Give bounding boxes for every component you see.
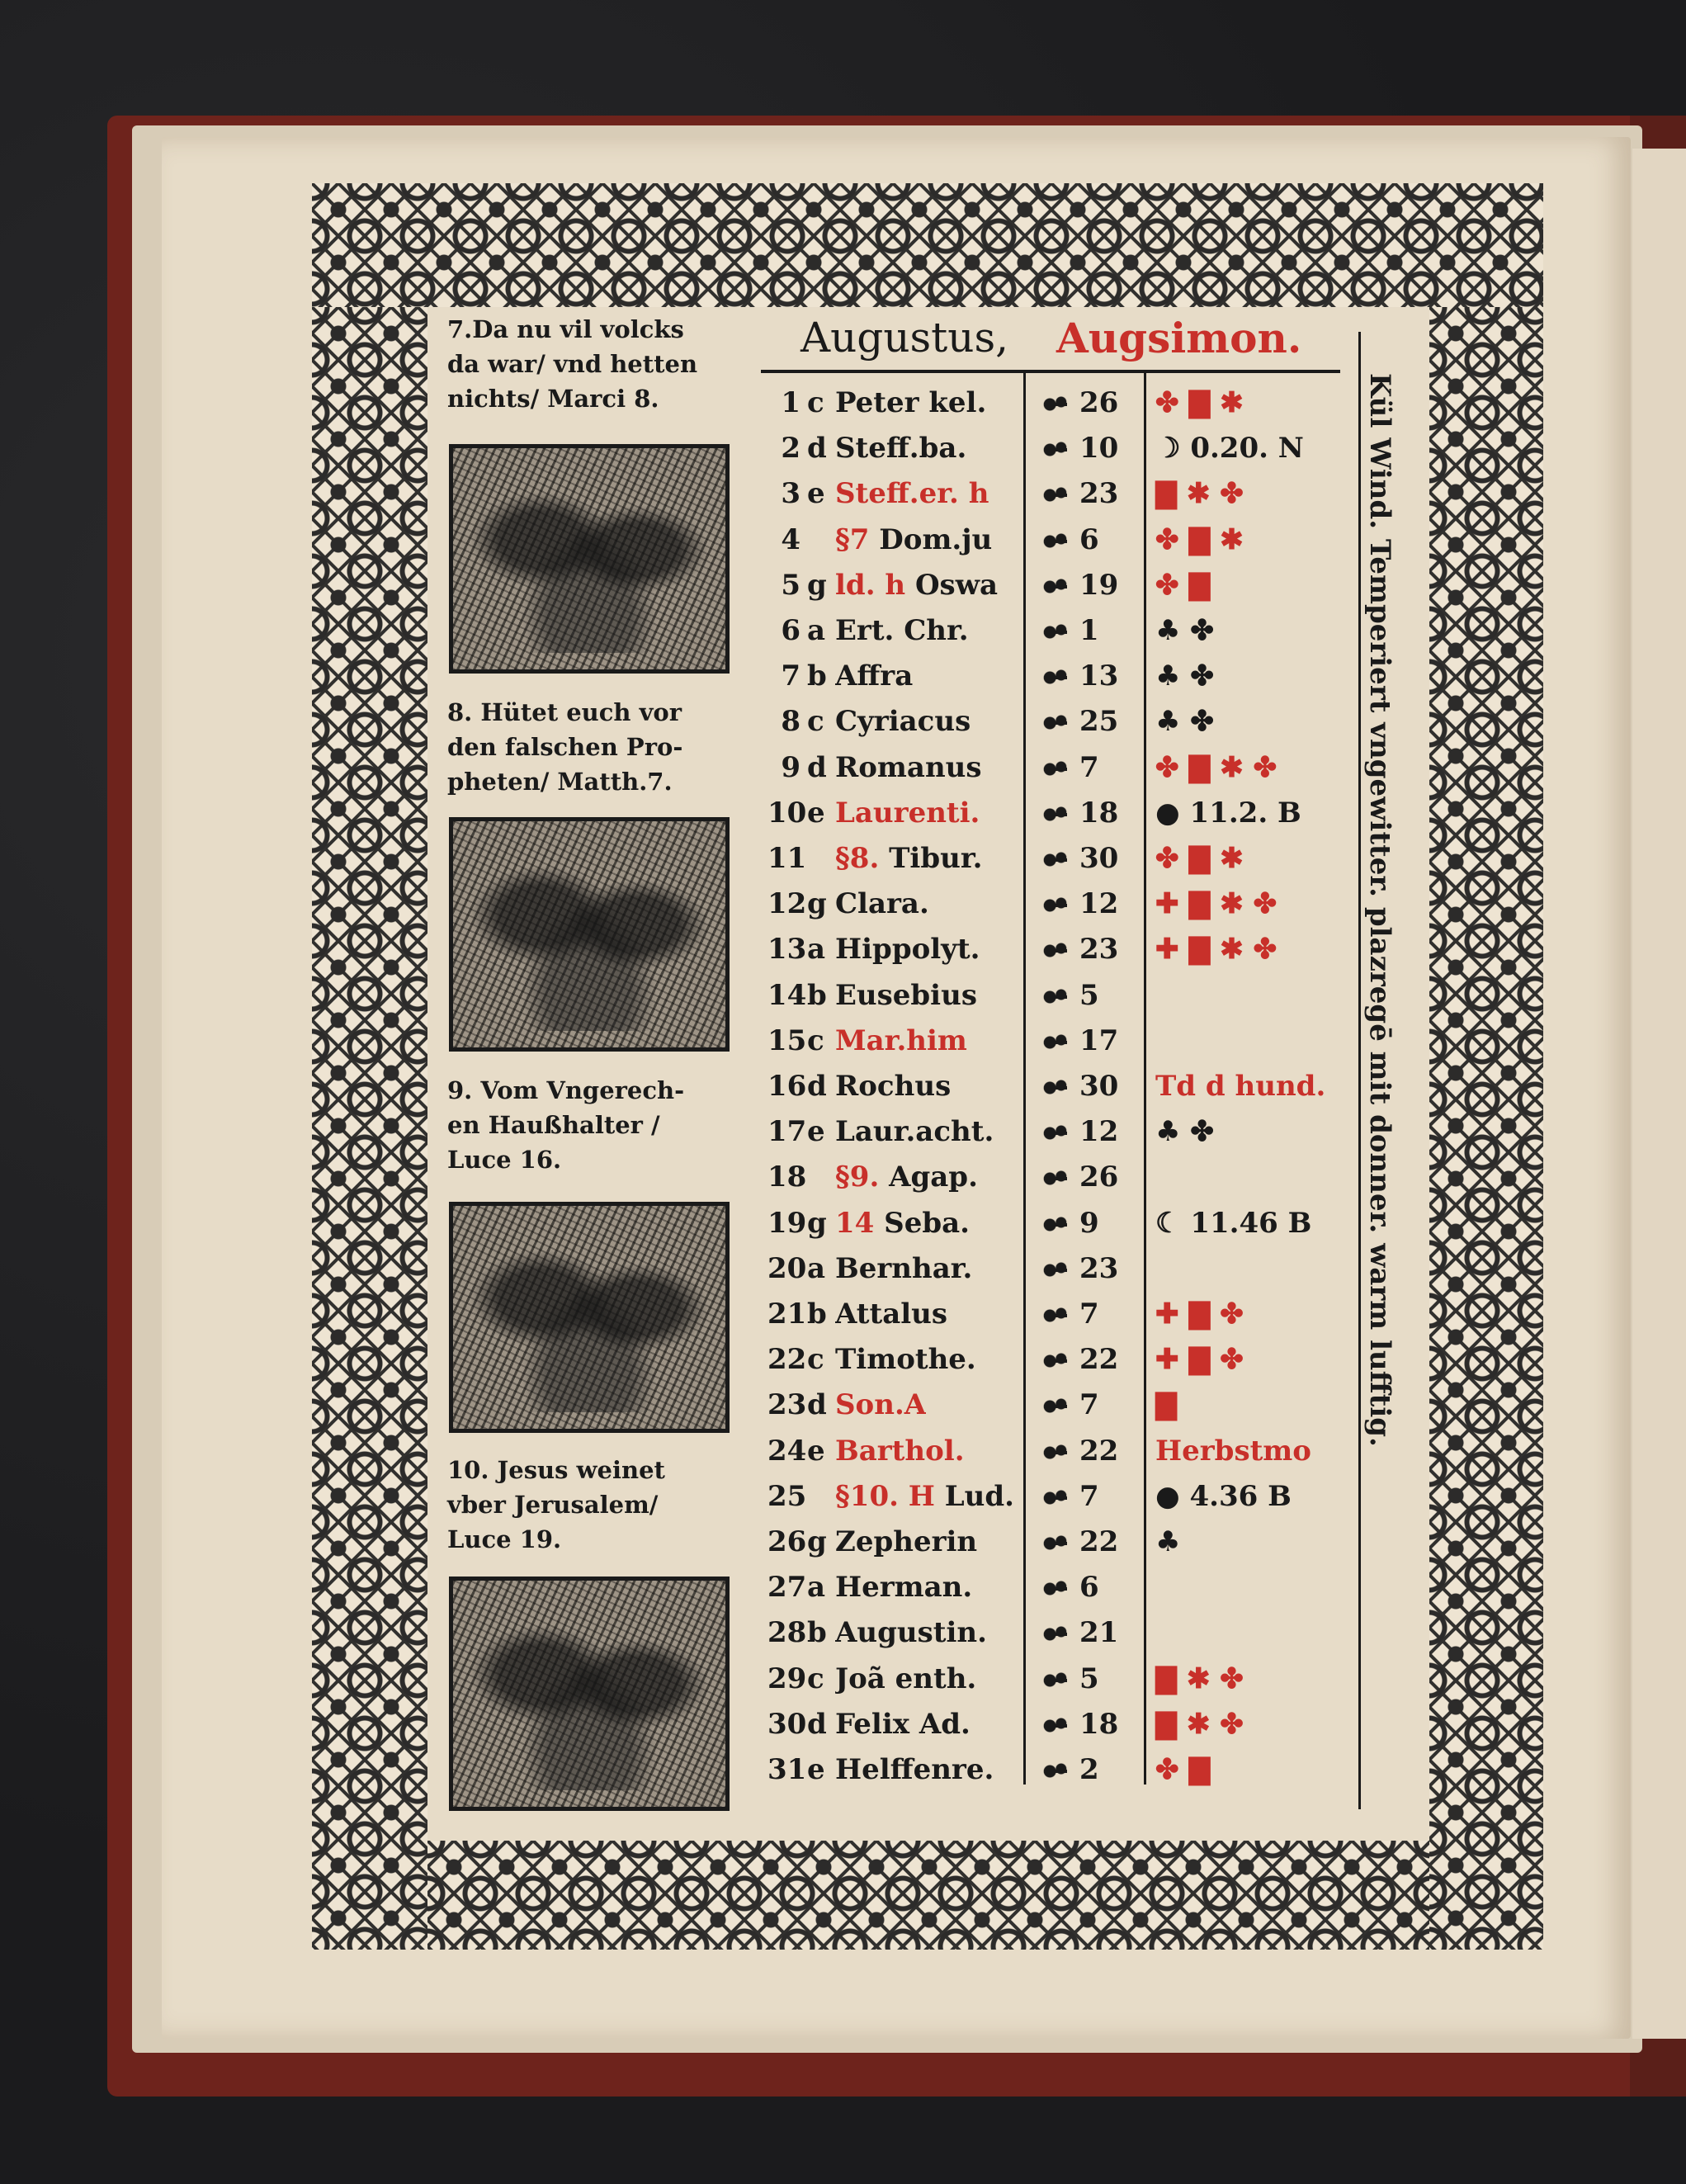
saint-text: Joã enth. xyxy=(835,1662,977,1695)
dominical-letter: c xyxy=(807,1023,824,1057)
saint-name xyxy=(835,386,986,419)
zodiac-sign-icon xyxy=(1041,523,1074,556)
aspect-symbols: ♣ ✤ xyxy=(1155,659,1214,693)
aspect-symbols: ☽ 0.20. N xyxy=(1155,432,1304,466)
dominical-letter: d xyxy=(807,750,827,784)
saint-name xyxy=(835,751,982,784)
aspect-symbols: ♣ ✤ xyxy=(1155,705,1214,739)
day-number: 4 xyxy=(781,522,800,556)
zodiac-sign-icon xyxy=(1041,842,1074,875)
calendar-row xyxy=(427,1383,1429,1429)
day-number: 23 xyxy=(767,1388,807,1422)
feast-rubric: §10. H xyxy=(835,1479,935,1513)
calendar-row xyxy=(427,427,1429,472)
gospel-line: Luce 19. xyxy=(447,1525,562,1553)
aspect-symbols: ☾ 11.46 B xyxy=(1155,1206,1312,1240)
saint-text: Zepherin xyxy=(835,1525,978,1558)
saint-text: Tibur. xyxy=(889,842,983,875)
calendar-row xyxy=(427,518,1429,564)
dominical-letter: d xyxy=(807,1388,827,1422)
aspect-symbols: Td d hund. xyxy=(1155,1070,1326,1103)
gospel-line: en Haußhalter / xyxy=(447,1111,660,1139)
facing-page-edge xyxy=(1632,149,1686,2039)
zodiac-sign-icon xyxy=(1041,1388,1074,1421)
saint-name xyxy=(835,887,929,920)
zodiac-glyph-icon xyxy=(1041,437,1070,462)
zodiac-glyph-icon xyxy=(1041,620,1070,645)
zodiac-sign-icon xyxy=(1041,1435,1074,1468)
zodiac-glyph-icon xyxy=(1041,938,1070,963)
day-number: 15 xyxy=(767,1023,807,1057)
aspect-symbols: ✤ ▇ ✱ ✤ xyxy=(1155,750,1277,784)
saint-name xyxy=(835,1298,947,1331)
zodiac-sign-icon xyxy=(1041,1708,1074,1741)
zodiac-sign-icon xyxy=(1041,477,1074,510)
day-number: 28 xyxy=(767,1616,807,1650)
zodiac-degree: 30 xyxy=(1079,1070,1119,1103)
calendar-row xyxy=(427,1247,1429,1293)
zodiac-sign-icon xyxy=(1041,1616,1074,1649)
weather-column xyxy=(1363,373,1421,1768)
saint-text: Herman. xyxy=(835,1571,973,1605)
zodiac-glyph-icon xyxy=(1041,1668,1070,1693)
zodiac-sign-icon xyxy=(1041,1753,1074,1786)
gospel-line: nichts/ Marci 8. xyxy=(447,385,659,413)
saint-text: Cyriacus xyxy=(835,705,971,739)
aspect-symbols: ▇ xyxy=(1155,1388,1178,1422)
zodiac-degree: 12 xyxy=(1079,1115,1119,1149)
saint-text: Hippolyt. xyxy=(835,933,980,967)
zodiac-glyph-icon xyxy=(1041,1258,1070,1283)
dominical-letter: c xyxy=(807,1343,824,1377)
zodiac-degree: 7 xyxy=(1079,1479,1099,1513)
feast-rubric: §9. xyxy=(835,1161,880,1194)
saint-name xyxy=(835,523,992,556)
zodiac-sign-icon xyxy=(1041,887,1074,920)
calendar-row xyxy=(427,1156,1429,1201)
calendar-row xyxy=(427,1019,1429,1065)
dominical-letter: a xyxy=(807,1571,826,1605)
day-number: 11 xyxy=(767,842,807,875)
gospel-line: 9. Vom Vngerech- xyxy=(447,1076,685,1104)
saint-text: Seba. xyxy=(884,1206,970,1240)
dominical-letter: e xyxy=(807,1115,825,1149)
zodiac-degree: 17 xyxy=(1079,1023,1119,1057)
aspect-symbols: ● 11.2. B xyxy=(1155,796,1301,830)
calendar-row xyxy=(427,746,1429,792)
ornament-border-right xyxy=(1429,307,1543,1950)
header-rule xyxy=(761,370,1340,373)
saint-name xyxy=(835,1115,994,1148)
zodiac-sign-icon xyxy=(1041,1525,1074,1558)
calendar-row xyxy=(427,882,1429,928)
day-number: 30 xyxy=(767,1707,807,1741)
day-number: 31 xyxy=(767,1753,807,1786)
dominical-letter: c xyxy=(807,386,824,419)
zodiac-degree: 22 xyxy=(1079,1434,1119,1468)
gospel-line: 7.Da nu vil volcks xyxy=(447,315,684,343)
saint-name xyxy=(835,659,913,693)
zodiac-sign-icon xyxy=(1041,751,1074,784)
day-number: 13 xyxy=(767,933,807,967)
calendar-row xyxy=(427,609,1429,655)
zodiac-sign-icon xyxy=(1041,1115,1074,1148)
zodiac-sign-icon xyxy=(1041,979,1074,1012)
day-number: 1 xyxy=(781,386,800,419)
zodiac-degree: 1 xyxy=(1079,614,1099,647)
zodiac-sign-icon xyxy=(1041,1207,1074,1240)
zodiac-degree: 6 xyxy=(1079,522,1099,556)
zodiac-glyph-icon xyxy=(1041,1166,1070,1191)
day-number: 6 xyxy=(781,614,800,647)
calendar-row xyxy=(427,1611,1429,1657)
saint-text: Augustin. xyxy=(835,1616,987,1650)
saint-text: Eusebius xyxy=(835,978,977,1012)
aspect-symbols: ♣ xyxy=(1155,1525,1181,1558)
aspect-symbols: ▇ ✱ ✤ xyxy=(1155,1662,1244,1695)
zodiac-sign-icon xyxy=(1041,614,1074,647)
calendar-row xyxy=(427,1566,1429,1611)
saint-name xyxy=(835,1480,1014,1513)
feast-rubric: Laurenti. xyxy=(835,796,980,830)
zodiac-glyph-icon xyxy=(1041,392,1070,417)
day-number: 3 xyxy=(781,477,800,511)
zodiac-glyph-icon xyxy=(1041,1394,1070,1419)
zodiac-sign-icon xyxy=(1041,1024,1074,1057)
calendar-content xyxy=(427,307,1429,1841)
zodiac-degree: 26 xyxy=(1079,1161,1119,1194)
zodiac-degree: 6 xyxy=(1079,1571,1099,1605)
zodiac-glyph-icon xyxy=(1041,574,1070,599)
saint-name xyxy=(835,1388,926,1421)
dominical-letter: b xyxy=(807,659,827,693)
day-number: 19 xyxy=(767,1206,807,1240)
saint-text: Helffenre. xyxy=(835,1753,994,1786)
zodiac-degree: 25 xyxy=(1079,705,1119,739)
saint-name xyxy=(835,1161,978,1194)
calendar-row xyxy=(427,1065,1429,1110)
dominical-letter: d xyxy=(807,1070,827,1103)
feast-rubric: §7 xyxy=(835,522,870,556)
calendar-row xyxy=(427,564,1429,609)
saint-name xyxy=(835,1070,951,1103)
zodiac-glyph-icon xyxy=(1041,802,1070,827)
gospel-line: da war/ vnd hetten xyxy=(447,350,698,378)
calendar-row xyxy=(427,974,1429,1019)
zodiac-degree: 7 xyxy=(1079,1298,1099,1331)
zodiac-sign-icon xyxy=(1041,569,1074,602)
saint-text: Clara. xyxy=(835,887,929,921)
zodiac-sign-icon xyxy=(1041,797,1074,830)
feast-rubric: §8. xyxy=(835,842,880,875)
day-number: 16 xyxy=(767,1070,807,1103)
day-number: 22 xyxy=(767,1343,807,1377)
dominical-letter: e xyxy=(807,1753,825,1786)
day-number: 14 xyxy=(767,978,807,1012)
dominical-letter: d xyxy=(807,1707,827,1741)
zodiac-sign-icon xyxy=(1041,1571,1074,1604)
aspect-symbols: ✚ ▇ ✱ ✤ xyxy=(1155,887,1277,921)
saint-text: Rochus xyxy=(835,1070,952,1103)
calendar-row xyxy=(427,1110,1429,1156)
day-number: 25 xyxy=(767,1479,807,1513)
saint-text: Bernhar. xyxy=(835,1251,973,1285)
saint-name xyxy=(835,797,980,830)
calendar-row xyxy=(427,1657,1429,1703)
aspect-symbols: ✚ ▇ ✤ xyxy=(1155,1343,1244,1377)
saint-name xyxy=(835,705,971,738)
zodiac-degree: 21 xyxy=(1079,1616,1119,1650)
saint-text: Lud. xyxy=(944,1479,1014,1513)
zodiac-sign-icon xyxy=(1041,1343,1074,1376)
saint-text: Ert. Chr. xyxy=(835,614,969,647)
dominical-letter: e xyxy=(807,1434,825,1468)
dominical-letter: g xyxy=(807,1525,827,1558)
dominical-letter: g xyxy=(807,1206,827,1240)
aspect-symbols: ▇ ✱ ✤ xyxy=(1155,477,1244,511)
zodiac-sign-icon xyxy=(1041,1070,1074,1103)
saint-text: Peter kel. xyxy=(835,386,987,419)
zodiac-degree: 23 xyxy=(1079,1251,1119,1285)
zodiac-sign-icon xyxy=(1041,659,1074,693)
aspect-symbols: Herbstmo xyxy=(1155,1434,1311,1468)
zodiac-sign-icon xyxy=(1041,933,1074,966)
zodiac-sign-icon xyxy=(1041,1662,1074,1695)
zodiac-degree: 5 xyxy=(1079,978,1099,1012)
dominical-letter: e xyxy=(807,796,825,830)
saint-text: Steff.ba. xyxy=(835,432,967,466)
saint-name xyxy=(835,432,966,465)
zodiac-glyph-icon xyxy=(1041,1486,1070,1510)
saint-text: Dom.ju xyxy=(879,522,993,556)
zodiac-glyph-icon xyxy=(1041,711,1070,735)
zodiac-sign-icon xyxy=(1041,432,1074,465)
zodiac-glyph-icon xyxy=(1041,1714,1070,1738)
zodiac-degree: 10 xyxy=(1079,432,1119,466)
zodiac-glyph-icon xyxy=(1041,1030,1070,1055)
zodiac-glyph-icon xyxy=(1041,848,1070,872)
zodiac-degree: 7 xyxy=(1079,750,1099,784)
zodiac-glyph-icon xyxy=(1041,529,1070,554)
saint-name xyxy=(835,1343,976,1376)
zodiac-degree: 12 xyxy=(1079,887,1119,921)
saint-name xyxy=(835,477,989,510)
zodiac-glyph-icon xyxy=(1041,1303,1070,1328)
zodiac-glyph-icon xyxy=(1041,1531,1070,1556)
zodiac-degree: 5 xyxy=(1079,1662,1099,1695)
day-number: 26 xyxy=(767,1525,807,1558)
gospel-line: 8. Hütet euch vor xyxy=(447,698,682,726)
zodiac-degree: 7 xyxy=(1079,1388,1099,1422)
dominical-letter: a xyxy=(807,614,826,647)
saint-name xyxy=(835,1207,970,1240)
saint-text: Affra xyxy=(835,659,914,693)
dominical-letter: b xyxy=(807,1298,827,1331)
calendar-row xyxy=(427,700,1429,745)
zodiac-glyph-icon xyxy=(1041,1213,1070,1237)
dominical-letter: a xyxy=(807,933,826,967)
gospel-line: Luce 16. xyxy=(447,1146,562,1174)
zodiac-glyph-icon xyxy=(1041,1440,1070,1465)
zodiac-sign-icon xyxy=(1041,1161,1074,1194)
month-title-german: Augsimon. xyxy=(1056,314,1302,362)
saint-name xyxy=(835,1435,965,1468)
saint-name xyxy=(835,1252,972,1285)
dominical-letter: b xyxy=(807,1616,827,1650)
day-number: 18 xyxy=(767,1161,807,1194)
calendar-row xyxy=(427,792,1429,837)
day-number: 27 xyxy=(767,1571,807,1605)
day-number: 8 xyxy=(781,705,800,739)
ornament-border-left xyxy=(312,307,427,1950)
zodiac-sign-icon xyxy=(1041,1252,1074,1285)
aspect-symbols: ✤ ▇ xyxy=(1155,568,1211,602)
dominical-letter: a xyxy=(807,1251,826,1285)
saint-name xyxy=(835,569,998,602)
zodiac-degree: 19 xyxy=(1079,568,1119,602)
calendar-row xyxy=(427,655,1429,700)
zodiac-sign-icon xyxy=(1041,1298,1074,1331)
zodiac-degree: 23 xyxy=(1079,477,1119,511)
saint-text: Attalus xyxy=(835,1298,947,1331)
day-number: 7 xyxy=(781,659,800,693)
day-number: 21 xyxy=(767,1298,807,1331)
aspect-symbols: ✤ ▇ ✱ xyxy=(1155,386,1244,419)
calendar-row xyxy=(427,1703,1429,1748)
aspect-symbols: ♣ ✤ xyxy=(1155,614,1214,647)
dominical-letter: d xyxy=(807,432,827,466)
zodiac-glyph-icon xyxy=(1041,483,1070,508)
saint-name xyxy=(835,1571,972,1604)
month-title-latin: Augustus, xyxy=(800,314,1009,362)
feast-rubric: Barthol. xyxy=(835,1434,965,1468)
calendar-row xyxy=(427,1202,1429,1247)
zodiac-degree: 23 xyxy=(1079,933,1119,967)
aspect-symbols: ● 4.36 B xyxy=(1155,1479,1292,1513)
weather-text: Kül Wind. Temperiert vngewitter. plazregē mit donner. warm lufftig. xyxy=(1363,373,1396,1447)
zodiac-glyph-icon xyxy=(1041,985,1070,1009)
calendar-row xyxy=(427,1293,1429,1338)
aspect-symbols: ✚ ▇ ✤ xyxy=(1155,1298,1244,1331)
gospel-line: den falschen Pro- xyxy=(447,733,683,761)
dominical-letter: g xyxy=(807,887,827,921)
zodiac-degree: 18 xyxy=(1079,1707,1119,1741)
saint-name xyxy=(835,1662,976,1695)
calendar-row xyxy=(427,1338,1429,1383)
aspect-symbols: ✤ ▇ ✱ xyxy=(1155,522,1244,556)
day-number: 24 xyxy=(767,1434,807,1468)
zodiac-glyph-icon xyxy=(1041,1622,1070,1647)
dominical-letter: g xyxy=(807,568,827,602)
ornament-border-top xyxy=(312,183,1543,307)
saint-text: Laur.acht. xyxy=(835,1115,994,1149)
feast-rubric: Mar.him xyxy=(835,1023,967,1057)
feast-rubric: ld. h xyxy=(835,568,906,602)
ornament-border-bottom xyxy=(427,1841,1429,1950)
calendar-row xyxy=(427,1430,1429,1475)
calendar-row xyxy=(427,1748,1429,1794)
zodiac-degree: 9 xyxy=(1079,1206,1099,1240)
zodiac-glyph-icon xyxy=(1041,1121,1070,1146)
calendar-row xyxy=(427,1475,1429,1520)
feast-rubric: 14 xyxy=(835,1206,875,1240)
saint-name xyxy=(835,1708,971,1741)
zodiac-glyph-icon xyxy=(1041,757,1070,782)
saint-name xyxy=(835,842,982,875)
aspect-symbols: ✤ ▇ xyxy=(1155,1753,1211,1786)
dominical-letter: e xyxy=(807,477,825,511)
zodiac-degree: 13 xyxy=(1079,659,1119,693)
saint-name xyxy=(835,1024,967,1057)
feast-rubric: Son.A xyxy=(835,1388,927,1422)
saint-name xyxy=(835,1525,977,1558)
zodiac-degree: 2 xyxy=(1079,1753,1099,1786)
aspect-symbols: ✚ ▇ ✱ ✤ xyxy=(1155,933,1277,967)
day-number: 12 xyxy=(767,887,807,921)
calendar-row xyxy=(427,837,1429,882)
saint-name xyxy=(835,1616,987,1649)
gospel-line: pheten/ Matth.7. xyxy=(447,768,673,796)
day-number: 9 xyxy=(781,750,800,784)
saint-text: Oswa xyxy=(914,568,998,602)
aspect-symbols: ✤ ▇ ✱ xyxy=(1155,842,1244,875)
zodiac-glyph-icon xyxy=(1041,1759,1070,1784)
saint-name xyxy=(835,1753,994,1786)
gospel-line: 10. Jesus weinet xyxy=(447,1456,665,1484)
calendar-row xyxy=(427,381,1429,427)
zodiac-glyph-icon xyxy=(1041,893,1070,918)
dominical-letter: b xyxy=(807,978,827,1012)
calendar-row xyxy=(427,472,1429,518)
zodiac-degree: 18 xyxy=(1079,796,1119,830)
gospel-line: vber Jerusalem/ xyxy=(447,1491,659,1519)
zodiac-sign-icon xyxy=(1041,386,1074,419)
day-number: 20 xyxy=(767,1251,807,1285)
calendar-row xyxy=(427,1520,1429,1566)
aspect-symbols: ▇ ✱ ✤ xyxy=(1155,1707,1244,1741)
zodiac-glyph-icon xyxy=(1041,1349,1070,1373)
dominical-letter: c xyxy=(807,1662,824,1695)
saint-text: Agap. xyxy=(889,1161,978,1194)
dominical-letter: c xyxy=(807,705,824,739)
zodiac-sign-icon xyxy=(1041,1480,1074,1513)
calendar-row xyxy=(427,928,1429,973)
zodiac-degree: 22 xyxy=(1079,1525,1119,1558)
saint-text: Romanus xyxy=(835,750,982,784)
day-number: 17 xyxy=(767,1115,807,1149)
saint-text: Felix Ad. xyxy=(835,1707,971,1741)
saint-name xyxy=(835,979,977,1012)
day-number: 10 xyxy=(767,796,807,830)
zodiac-degree: 30 xyxy=(1079,842,1119,875)
zodiac-degree: 26 xyxy=(1079,386,1119,419)
feast-rubric: Steff.er. h xyxy=(835,477,989,511)
zodiac-sign-icon xyxy=(1041,705,1074,738)
zodiac-glyph-icon xyxy=(1041,1075,1070,1100)
day-number: 2 xyxy=(781,432,800,466)
saint-name xyxy=(835,933,980,966)
saint-name xyxy=(835,614,969,647)
zodiac-glyph-icon xyxy=(1041,665,1070,690)
zodiac-glyph-icon xyxy=(1041,1577,1070,1601)
day-number: 5 xyxy=(781,568,800,602)
aspect-symbols: ♣ ✤ xyxy=(1155,1115,1214,1149)
saint-text: Timothe. xyxy=(835,1343,976,1377)
day-number: 29 xyxy=(767,1662,807,1695)
zodiac-degree: 22 xyxy=(1079,1343,1119,1377)
